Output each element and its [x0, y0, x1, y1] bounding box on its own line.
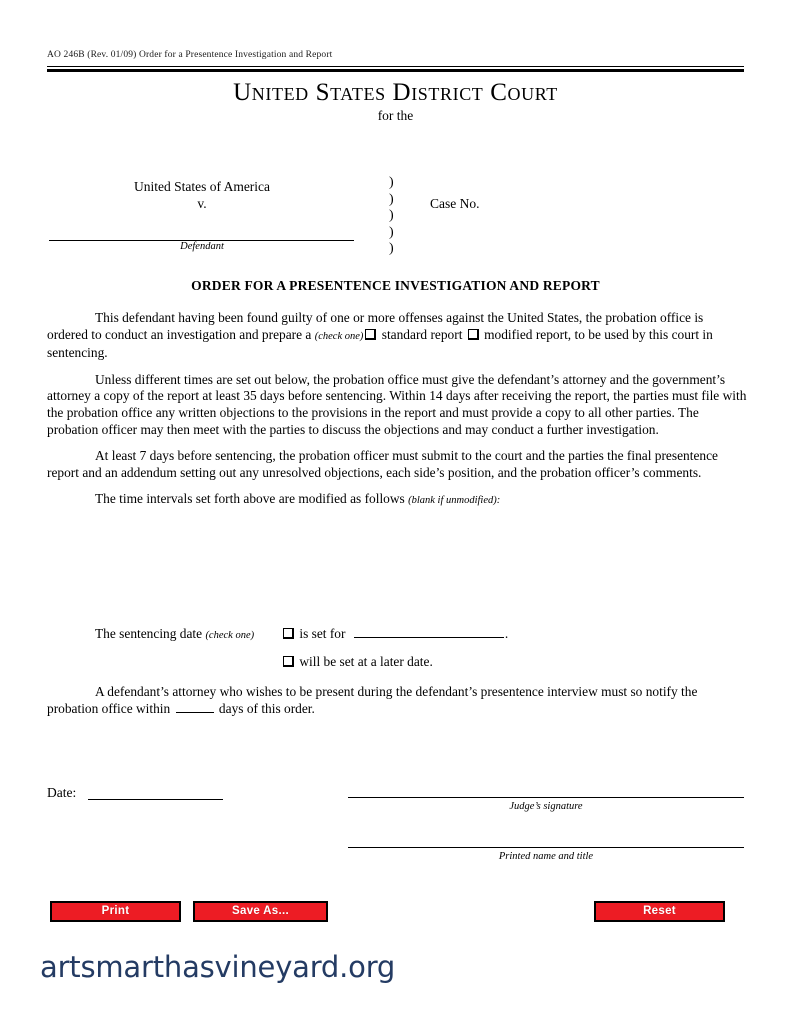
defendant-label: Defendant [180, 241, 224, 252]
form-identifier: AO 246B (Rev. 01/09) Order for a Presentence Investigation and Report [47, 50, 333, 60]
caption-paren-divider: ) ) ) ) ) [389, 175, 394, 256]
para4-blank-hint: (blank if unmodified): [408, 495, 501, 507]
date-label: Date: [47, 785, 77, 800]
page-title: United States District Court [233, 79, 558, 106]
sentencing-date-row [95, 626, 695, 669]
judge-signature-caption: Judge’s signature [509, 801, 583, 812]
print-button[interactable]: Print [50, 901, 181, 922]
order-body [47, 310, 747, 510]
for-the-label: for the [377, 108, 414, 123]
sentencing-option-later [281, 654, 433, 671]
watermark-text: artsmarthasvineyard.org [40, 950, 396, 984]
paragraph-attorney-notice [47, 684, 747, 717]
divider-thick-line [47, 69, 744, 72]
sentencing-date-block [95, 626, 695, 669]
sentencing-date-input[interactable] [354, 626, 504, 638]
later-date-checkbox[interactable] [283, 656, 294, 667]
paragraph-modified-intervals [47, 491, 747, 510]
sentencing-option-is-set [281, 626, 508, 643]
is-set-for-period: . [504, 626, 509, 641]
paragraph-final-report: At least 7 days before sentencing, the probation officer must submit to the court and the parties the final presentence report and an addendum setting out any unresolved objections, each side’s position, and the probation officer’s comments. [47, 448, 718, 480]
order-heading: ORDER FOR A PRESENTENCE INVESTIGATION AND REPORT [191, 278, 600, 293]
date-input[interactable] [88, 799, 223, 800]
judge-signature-line[interactable] [348, 797, 744, 798]
plaintiff-name: United States of America [133, 179, 271, 194]
para1-text-a: This defendant having been found guilty of one or more offenses against the United States, the probation office is ordered to conduct an investigation and prepare a [47, 310, 704, 342]
paragraph-report-type [47, 310, 747, 362]
para4-text-a: The time intervals set forth above are modified as follows [95, 491, 409, 507]
modified-intervals-entry-area[interactable] [95, 562, 695, 618]
paragraph-disclosure-times: Unless different times are set out below, the probation office must give the defendant’s attorney and the government’s attorney a copy of the report at least 35 days before sentencing. Within 14 days after receiving the report, the parties must file with the probation office any written objections to the provisions in the report and must provide a copy to all other parties. The probation officer may then meet with the parties to discuss the objections and may conduct a further investigation. [47, 371, 747, 437]
standard-report-checkbox[interactable] [365, 329, 376, 340]
final-text-b: days of this order. [215, 700, 315, 716]
para1-check-one-hint: (check one) [314, 330, 364, 342]
save-as-button[interactable]: Save As... [193, 901, 328, 922]
sentencing-date-label: The sentencing date [95, 626, 206, 641]
header-divider-rule [47, 66, 744, 72]
versus-label: v. [197, 196, 207, 211]
modified-report-label: modified report, to be used by this court in sentencing. [47, 326, 713, 361]
is-set-for-checkbox[interactable] [283, 628, 294, 639]
sentencing-check-one-hint: (check one) [205, 630, 255, 641]
notice-days-input[interactable] [176, 701, 214, 713]
printed-name-caption: Printed name and title [498, 851, 594, 862]
case-caption [47, 175, 744, 262]
divider-thin-line [47, 66, 744, 67]
printed-name-line[interactable] [348, 847, 744, 848]
later-date-label: will be set at a later date. [296, 654, 433, 669]
is-set-for-label: is set for [296, 626, 349, 641]
reset-button[interactable]: Reset [594, 901, 725, 922]
final-text-a: A defendant’s attorney who wishes to be present during the defendant’s presentence interview must so notify the probation office within [47, 684, 698, 716]
case-number-label: Case No. [430, 196, 480, 211]
modified-report-checkbox[interactable] [468, 329, 479, 340]
standard-report-label: standard report [378, 326, 466, 342]
